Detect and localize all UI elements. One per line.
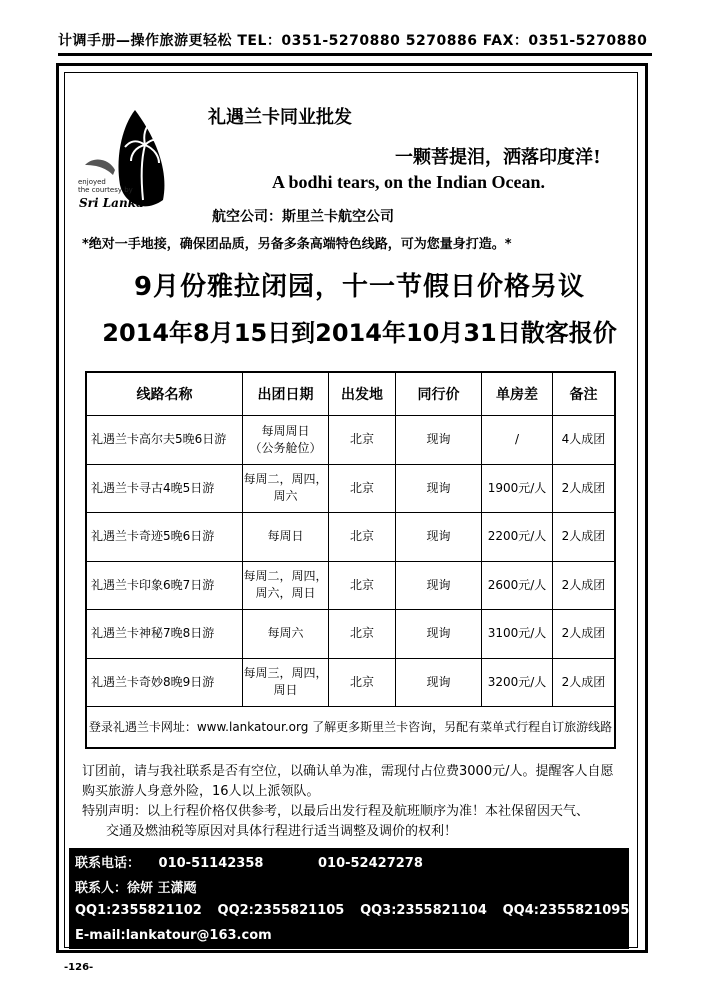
promo-headline: 9月份雅拉闭园，十一节假日价格另议	[133, 272, 586, 302]
route-name-cell: 礼遇兰卡神秘7晚8日游	[86, 610, 243, 659]
header-divider	[58, 53, 652, 56]
col-route: 线路名称	[86, 372, 243, 416]
col-notes: 备注	[553, 372, 616, 416]
phone-number-1: 010-51142358	[158, 856, 264, 871]
page-number: -126-	[64, 962, 94, 973]
single-supplement-cell: 2600元/人	[482, 561, 553, 610]
col-origin: 出发地	[329, 372, 396, 416]
route-name-cell: 礼遇兰卡印象6晚7日游	[86, 561, 243, 610]
qq-number: QQ4:2355821095	[502, 903, 630, 918]
note-line: 订团前，请与我社联系是否有空位，以确认单为准，需现付占位费3000元/人。提醒客人自愿	[82, 764, 614, 779]
qq-number: QQ2:2355821105	[217, 903, 345, 918]
departure-date-cell: 每周六	[243, 610, 329, 659]
airline-info: 航空公司：斯里兰卡航空公司	[212, 209, 394, 225]
table-header-row	[86, 372, 615, 416]
departure-date-cell: 每周周日 （公务舱位）	[243, 416, 329, 465]
logo-caption: enjoyed the courtesy by	[78, 178, 133, 194]
qq-number: QQ1:2355821102	[75, 903, 202, 918]
trade-price-cell: 现询	[396, 610, 482, 659]
trade-price-cell: 现询	[396, 513, 482, 562]
origin-cell: 北京	[329, 610, 396, 659]
table-row	[86, 561, 615, 610]
col-departure-date: 出团日期	[243, 372, 329, 416]
company-title: 礼遇兰卡同业批发	[208, 107, 352, 128]
qq-number: QQ3:2355821104	[360, 903, 487, 918]
single-supplement-cell: /	[482, 416, 553, 465]
group-note-cell: 2人成团	[553, 561, 616, 610]
logo-brand: Sri Lanka	[79, 196, 144, 210]
note-line: 购买旅游人身意外险，16人以上派领队。	[82, 784, 320, 799]
origin-cell: 北京	[329, 464, 396, 513]
origin-cell: 北京	[329, 561, 396, 610]
price-table	[85, 371, 616, 749]
route-name-cell: 礼遇兰卡奇妙8晚9日游	[86, 658, 243, 707]
route-name-cell: 礼遇兰卡高尔夫5晚6日游	[86, 416, 243, 465]
contact-block	[69, 848, 629, 949]
trade-price-cell: 现询	[396, 464, 482, 513]
phone-number-2: 010-52427278	[317, 856, 423, 871]
table-footer-row	[86, 707, 615, 749]
departure-date-cell: 每周日	[243, 513, 329, 562]
website-note: 登录礼遇兰卡网址：www.lankatour.org 了解更多斯里兰卡咨询，另配有菜单式行程自订旅游线路	[86, 707, 615, 749]
departure-date-cell: 每周三，周四， 周日	[243, 658, 329, 707]
contact-email: E-mail:lankatour@163.com	[75, 928, 272, 943]
departure-date-cell: 每周二，周四， 周六	[243, 464, 329, 513]
departure-date-cell: 每周二，周四， 周六，周日	[243, 561, 329, 610]
group-note-cell: 2人成团	[553, 610, 616, 659]
slogan-chinese: 一颗菩提泪，洒落印度洋!	[395, 147, 601, 168]
page-header: 计调手册—操作旅游更轻松 TEL：0351-5270880 5270886 FAX：0351-5270880	[58, 33, 648, 49]
single-supplement-cell: 3100元/人	[482, 610, 553, 659]
group-note-cell: 2人成团	[553, 513, 616, 562]
group-note-cell: 2人成团	[553, 464, 616, 513]
trade-price-cell: 现询	[396, 658, 482, 707]
group-note-cell: 2人成团	[553, 658, 616, 707]
table-row	[86, 464, 615, 513]
service-notice: *绝对一手地接，确保团品质，另备多条高端特色线路，可为您量身打造。*	[82, 237, 512, 252]
table-row	[86, 658, 615, 707]
col-trade-price: 同行价	[396, 372, 482, 416]
route-name-cell: 礼遇兰卡寻古4晚5日游	[86, 464, 243, 513]
origin-cell: 北京	[329, 658, 396, 707]
trade-price-cell: 现询	[396, 561, 482, 610]
phone-label: 联系电话：	[75, 856, 141, 871]
single-supplement-cell: 1900元/人	[482, 464, 553, 513]
note-line: 特别声明：以上行程价格仅供参考，以最后出发行程及航班顺序为准！本社保留因天气、	[82, 804, 590, 819]
col-single-supplement: 单房差	[482, 372, 553, 416]
single-supplement-cell: 3200元/人	[482, 658, 553, 707]
origin-cell: 北京	[329, 513, 396, 562]
trade-price-cell: 现询	[396, 416, 482, 465]
origin-cell: 北京	[329, 416, 396, 465]
group-note-cell: 4人成团	[553, 416, 616, 465]
booking-notes	[82, 762, 622, 842]
promo-date-range: 2014年8月15日到2014年10月31日散客报价	[102, 319, 617, 347]
contact-person: 联系人：徐妍 王潇飏	[75, 881, 197, 896]
table-row	[86, 416, 615, 465]
table-row	[86, 513, 615, 562]
route-name-cell: 礼遇兰卡奇迹5晚6日游	[86, 513, 243, 562]
table-row	[86, 610, 615, 659]
note-line: 交通及燃油税等原因对具体行程进行适当调整及调价的权利！	[106, 824, 458, 839]
single-supplement-cell: 2200元/人	[482, 513, 553, 562]
slogan-english: A bodhi tears, on the Indian Ocean.	[272, 172, 546, 192]
